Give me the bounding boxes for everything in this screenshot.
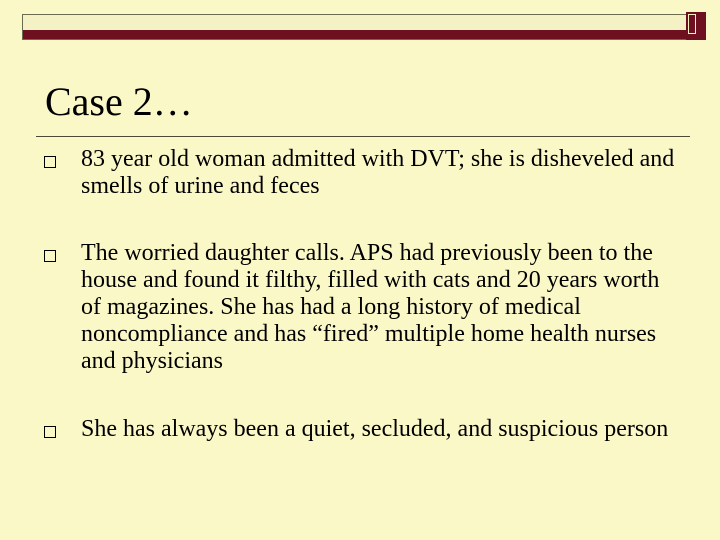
decorative-header-bar	[22, 14, 688, 40]
title-divider	[36, 136, 690, 137]
decorative-corner-block	[686, 12, 706, 40]
bullet-text: She has always been a quiet, secluded, and suspicious person	[81, 416, 669, 442]
corner-highlight	[688, 14, 696, 34]
hollow-square-bullet-icon	[44, 156, 56, 168]
bullet-text: The worried daughter calls. APS had previously been to the house and found it filthy, filled with cats and 20 years worth of magazines. She has had a long history of medical noncompliance and has “fired” multiple home health nurses and physicians	[81, 240, 660, 374]
hollow-square-bullet-icon	[44, 426, 56, 438]
hollow-square-bullet-icon	[44, 250, 56, 262]
slide-title: Case 2…	[45, 79, 193, 124]
bullet-text: 83 year old woman admitted with DVT; she is disheveled and smells of urine and feces	[81, 146, 675, 199]
header-maroon-band	[23, 30, 687, 39]
